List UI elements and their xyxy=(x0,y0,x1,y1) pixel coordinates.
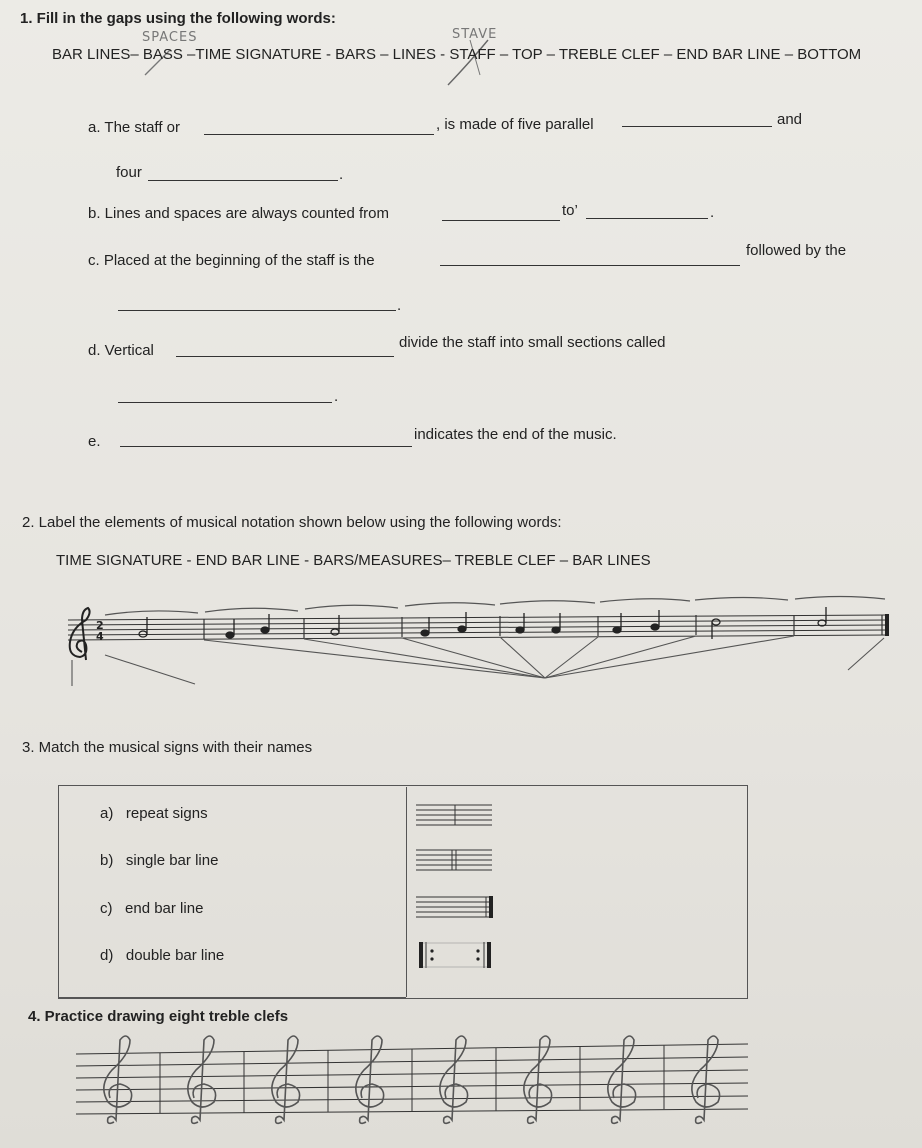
repeat-signs-icon xyxy=(419,942,491,968)
q1e-blank-1[interactable] xyxy=(120,446,412,447)
q1c-blank-1[interactable] xyxy=(440,265,740,266)
time-signature-bottom: 4 xyxy=(96,630,104,643)
q3-title: 3. Match the musical signs with their names xyxy=(22,739,313,756)
q3-item-c-name: end bar line xyxy=(125,900,204,917)
q1a-line2: four xyxy=(116,164,142,181)
q3-item-d-letter: d) xyxy=(100,947,114,964)
q1-handwritten-stave: STAVE xyxy=(452,27,498,42)
q1c-blank-2[interactable] xyxy=(118,310,396,311)
q1-title: 1. Fill in the gaps using the following words: xyxy=(20,10,336,27)
label-leader-lines xyxy=(72,636,884,686)
treble-clef-icon xyxy=(440,1036,468,1123)
q1-word-bank: BAR LINES– BASS –TIME SIGNATURE - BARS – LINES - STAFF – TOP – TREBLE CLEF – END BAR LINE – BOTTOM xyxy=(52,46,862,63)
q2-notation-staff xyxy=(0,590,922,700)
single-bar-line-icon xyxy=(416,805,492,825)
q2-word-bank: TIME SIGNATURE - END BAR LINE - BARS/MEASURES– TREBLE CLEF – BAR LINES xyxy=(56,552,651,569)
q3-signs xyxy=(0,795,922,995)
q1a-line2-end: . xyxy=(339,166,344,183)
q1b-mid: to’ xyxy=(562,202,578,219)
treble-clef-icon xyxy=(70,608,90,660)
q1a-blank-3[interactable] xyxy=(148,180,338,181)
double-bar-line-icon xyxy=(416,850,492,870)
treble-clef-icon xyxy=(692,1036,720,1123)
q1e-end: indicates the end of the music. xyxy=(414,426,617,443)
q1c-end: followed by the xyxy=(746,242,847,259)
q1d-line2-end: . xyxy=(334,388,339,405)
q1b-prefix: b. Lines and spaces are always counted from xyxy=(88,205,390,222)
end-bar-line-icon xyxy=(416,897,492,917)
label-guide-lines xyxy=(105,597,885,616)
q1b-blank-2[interactable] xyxy=(586,218,708,219)
q2-title: 2. Label the elements of musical notation shown below using the following words: xyxy=(22,514,562,531)
q1a-prefix: a. The staff or xyxy=(88,119,180,136)
end-bar-thick xyxy=(885,614,889,636)
practice-bar-dividers xyxy=(160,1046,664,1114)
q1b-blank-1[interactable] xyxy=(442,220,560,221)
q3-item-b-name: single bar line xyxy=(125,852,219,869)
q1d-blank-1[interactable] xyxy=(176,356,394,357)
staff-lines xyxy=(68,615,888,640)
q1a-blank-2[interactable] xyxy=(622,126,772,127)
q1-handwritten-spaces: SPACES xyxy=(142,30,198,45)
q1e-prefix: e. xyxy=(88,433,101,450)
q4-title: 4. Practice drawing eight treble clefs xyxy=(28,1008,289,1025)
treble-clef-icon xyxy=(356,1036,384,1123)
treble-clef-icon xyxy=(272,1036,300,1123)
q1a-mid: , is made of five parallel xyxy=(436,116,594,133)
time-signature-top: 2 xyxy=(96,619,104,632)
q1c-line2-end: . xyxy=(397,297,402,314)
treble-clef-icon xyxy=(188,1036,216,1123)
treble-clef-icon xyxy=(104,1036,132,1123)
q3-item-d-name: double bar line xyxy=(125,947,225,964)
q1b-end: . xyxy=(710,204,715,221)
q3-item-c-letter: c) xyxy=(100,900,113,917)
q3-item-a-name: repeat signs xyxy=(125,805,208,822)
q3-bottom-line xyxy=(58,997,406,998)
q1d-prefix: d. Vertical xyxy=(88,342,154,359)
q1a-end: and xyxy=(777,111,803,128)
q1d-mid: divide the staff into small sections called xyxy=(399,334,666,351)
q1c-prefix: c. Placed at the beginning of the staff is the xyxy=(88,252,375,269)
q1a-blank-1[interactable] xyxy=(204,134,434,135)
q3-item-a-letter: a) xyxy=(100,805,114,822)
q3-item-b-letter: b) xyxy=(100,852,114,869)
q4-practice-staff xyxy=(0,1030,922,1140)
end-bar-line-thick xyxy=(489,896,493,918)
q1d-blank-2[interactable] xyxy=(118,402,332,403)
